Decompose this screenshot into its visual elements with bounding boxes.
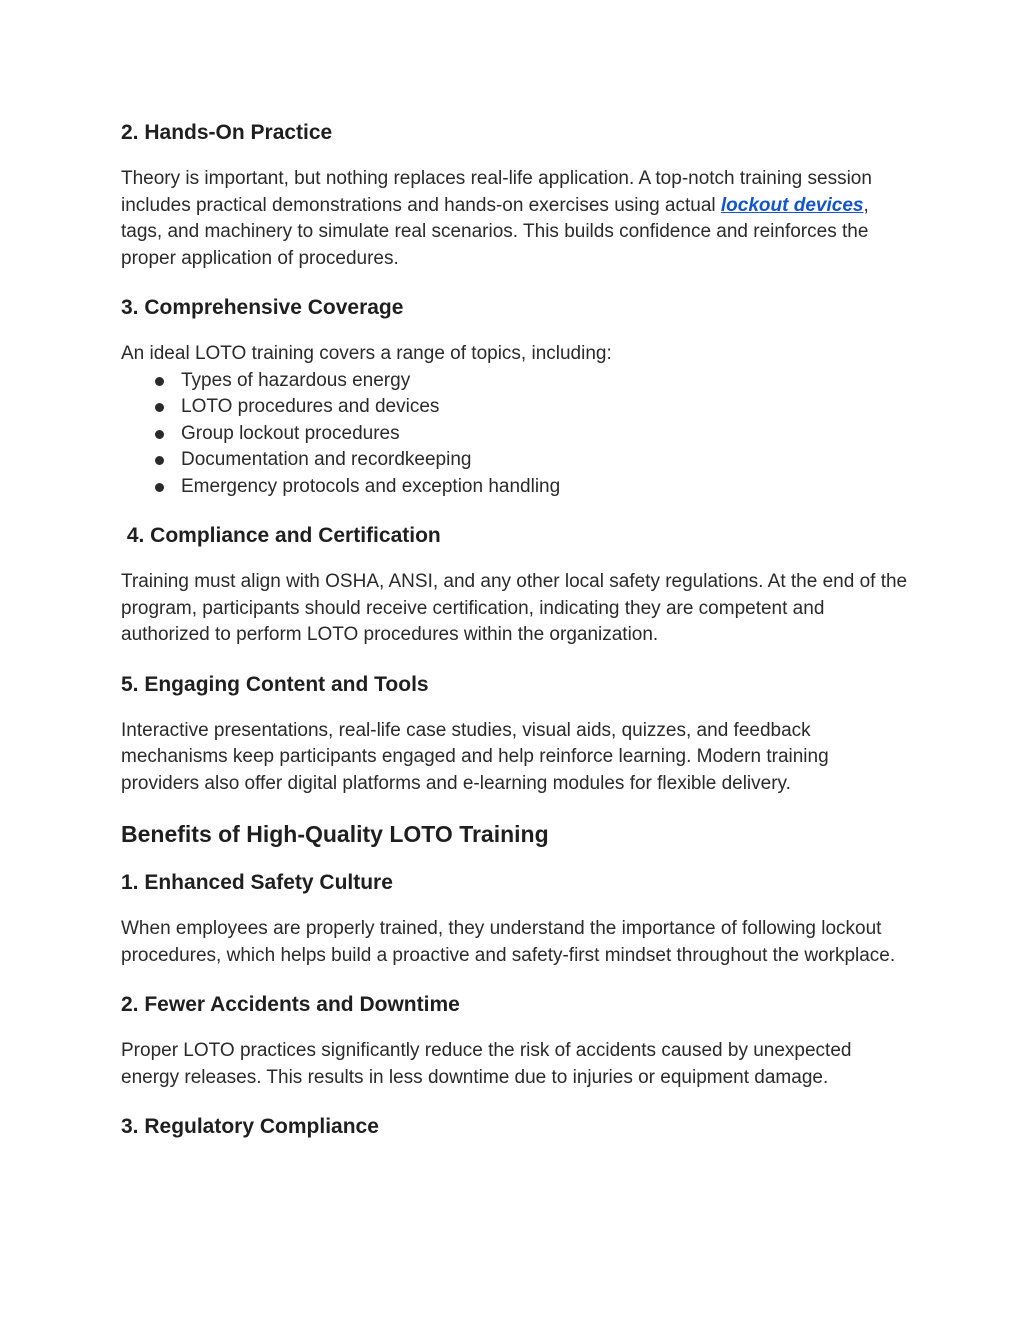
fewer-accidents-paragraph: Proper LOTO practices significantly reduce the risk of accidents caused by unexpected energy releases. This results in less downtime due to injuries or equipment damage. — [121, 1040, 852, 1088]
list-item — [121, 421, 911, 448]
list-item-text: Emergency protocols and exception handling — [181, 475, 561, 497]
lockout-devices-link[interactable]: lockout devices — [720, 194, 864, 216]
list-item — [121, 447, 911, 474]
section-heading-fewer-accidents: 2. Fewer Accidents and Downtime — [121, 993, 460, 1016]
paragraph-text-after-link: , tags, and machinery to simulate real scenarios. This builds confidence and reinforces the proper application of procedures. — [121, 194, 869, 269]
benefits-heading: Benefits of High-Quality LOTO Training — [121, 821, 549, 847]
bullet-icon — [155, 430, 164, 439]
section-heading-comprehensive-coverage: 3. Comprehensive Coverage — [121, 296, 404, 319]
list-item-text: Documentation and recordkeeping — [181, 449, 472, 470]
topics-bullet-list — [121, 368, 911, 501]
bullet-icon — [155, 377, 164, 386]
document-page — [121, 118, 911, 1142]
section-heading-engaging-content: 5. Engaging Content and Tools — [121, 672, 429, 696]
list-item — [121, 394, 911, 421]
section-heading-compliance-certification: 4. Compliance and Certification — [121, 524, 441, 547]
list-item — [121, 474, 911, 501]
list-item-text: Types of hazardous energy — [181, 369, 411, 391]
list-item — [121, 368, 911, 395]
section-heading-regulatory-compliance: 3. Regulatory Compliance — [121, 1115, 379, 1138]
bullet-icon — [155, 456, 164, 465]
section-heading-enhanced-safety-culture: 1. Enhanced Safety Culture — [121, 871, 393, 894]
engaging-content-paragraph: Interactive presentations, real-life case studies, visual aids, quizzes, and feedback mechanisms keep participants engaged and help reinforce learning. Modern training providers also offer digital platforms and e-learning modules for flexible delivery. — [121, 719, 829, 794]
bullet-icon — [155, 483, 164, 492]
comprehensive-coverage-intro: An ideal LOTO training covers a range of topics, including: — [121, 343, 612, 364]
compliance-certification-paragraph: Training must align with OSHA, ANSI, and any other local safety regulations. At the end of the program, participants should receive certification, indicating they are competent and authorized to perform LOTO procedures within the organization. — [121, 571, 908, 645]
list-item-text: Group lockout procedures — [181, 422, 400, 444]
section-heading-hands-on-practice: 2. Hands-On Practice — [121, 121, 333, 144]
paragraph-text-before-link: Theory is important, but nothing replaces real-life application. A top-notch training session includes practical demonstrations and hands-on exercises using actual — [121, 168, 872, 216]
list-item-text: LOTO procedures and devices — [181, 396, 440, 417]
bullet-icon — [155, 403, 164, 412]
enhanced-safety-culture-paragraph: When employees are properly trained, they understand the importance of following lockout procedures, which helps build a proactive and safety-first mindset throughout the workplace. — [121, 918, 896, 966]
hands-on-practice-paragraph — [121, 166, 911, 272]
